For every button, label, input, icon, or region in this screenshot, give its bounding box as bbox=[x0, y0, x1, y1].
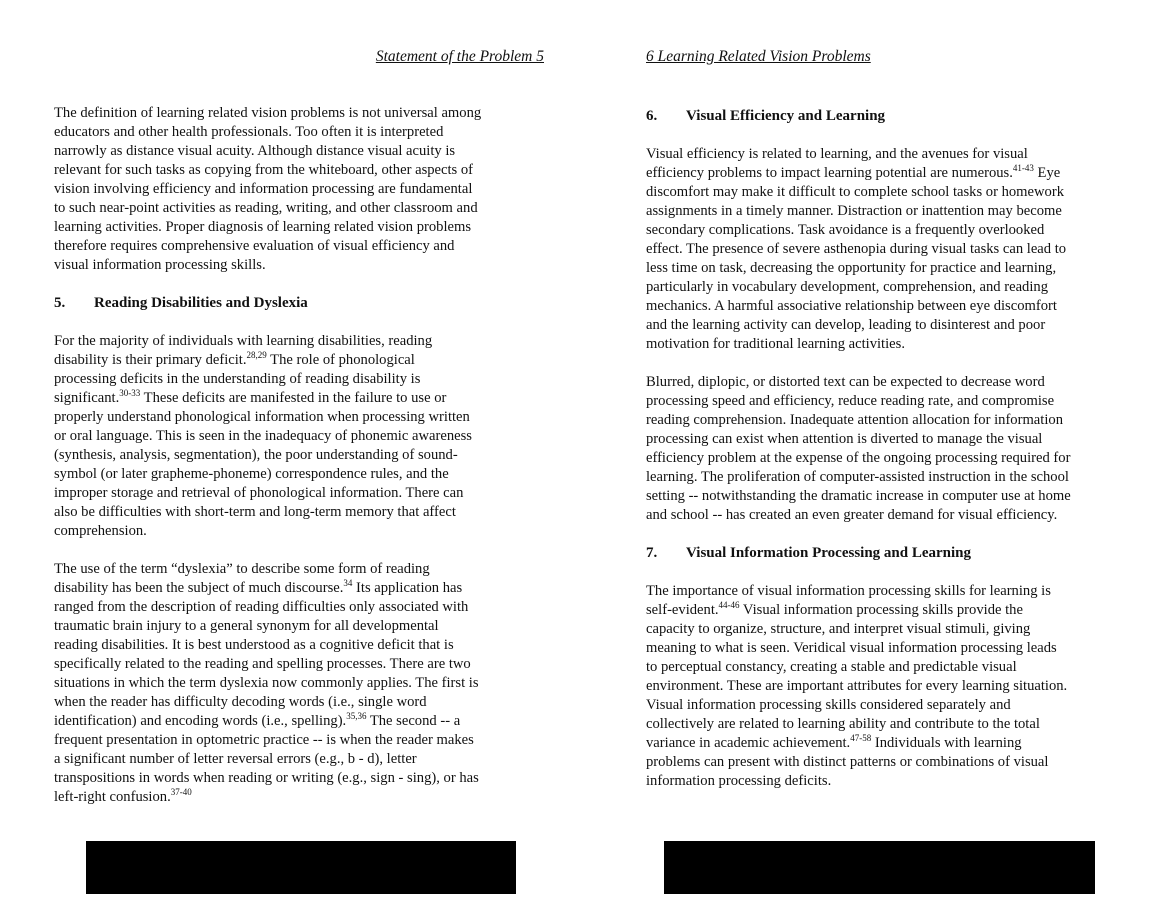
line-text: collectively are related to learning ability and contribute to the total bbox=[646, 716, 1040, 732]
line-text: to perceptual constancy, creating a stable and predictable visual bbox=[646, 659, 1017, 675]
line-text: discomfort may make it difficult to complete school tasks or homework bbox=[646, 184, 1064, 200]
line-text: to such near-point activities as reading, writing, and other classroom and bbox=[54, 200, 478, 216]
text-line bbox=[646, 202, 1136, 221]
line-text: processing speed and efficiency, reduce reading rate, and compromise bbox=[646, 393, 1055, 409]
text-line bbox=[646, 316, 1136, 335]
line-text: relevant for such tasks as copying from the whiteboard, other aspects of bbox=[54, 162, 474, 178]
text-line bbox=[54, 351, 544, 370]
text-line bbox=[54, 484, 544, 503]
line-text: environment. These are important attributes for every learning situation. bbox=[646, 678, 1068, 694]
section-7-title: Visual Information Processing and Learning bbox=[686, 545, 972, 561]
line-text: transpositions in words when reading or writing (e.g., sign - sing), or has bbox=[54, 770, 479, 786]
line-text: properly understand phonological information when processing written bbox=[54, 409, 470, 425]
line-text: For the majority of individuals with learning disabilities, reading bbox=[54, 333, 433, 349]
line-text: when the reader has difficulty decoding words (i.e., single word bbox=[54, 694, 427, 710]
text-line bbox=[54, 503, 544, 522]
line-text: situations in which the term dyslexia now commonly applies. The first is bbox=[54, 675, 479, 691]
text-line bbox=[54, 389, 544, 408]
text-line bbox=[54, 465, 544, 484]
text-line bbox=[54, 617, 544, 636]
line-text: reading disabilities. It is best understood as a cognitive deficit that is bbox=[54, 637, 454, 653]
text-line bbox=[646, 335, 1136, 354]
line-text: The role of phonological bbox=[266, 352, 415, 368]
citation-superscript: 47-58 bbox=[850, 733, 872, 743]
text-line bbox=[54, 731, 544, 750]
citation-superscript: 28,29 bbox=[246, 350, 267, 360]
line-text: self-evident. bbox=[646, 602, 719, 618]
section-5-number: 5. bbox=[54, 295, 66, 311]
line-text: Visual information processing skills considered separately and bbox=[646, 697, 1011, 713]
text-line bbox=[646, 715, 1136, 734]
text-line bbox=[646, 430, 1136, 449]
section-6-title: Visual Efficiency and Learning bbox=[686, 108, 886, 124]
line-text: These deficits are manifested in the failure to use or bbox=[140, 390, 447, 406]
text-line bbox=[646, 183, 1136, 202]
section-7-heading bbox=[646, 544, 1136, 563]
line-text: processing can exist when attention is diverted to manage the visual bbox=[646, 431, 1043, 447]
line-text: frequent presentation in optometric practice -- is when the reader makes bbox=[54, 732, 474, 748]
line-text: Individuals with learning bbox=[871, 735, 1022, 751]
text-line bbox=[646, 620, 1136, 639]
line-text: Visual information processing skills provide the bbox=[739, 602, 1023, 618]
text-line bbox=[646, 506, 1136, 525]
line-text: particularly in vocabulary development, comprehension, and reading bbox=[646, 279, 1048, 295]
right-redaction-bar bbox=[664, 841, 1095, 894]
citation-superscript: 37-40 bbox=[170, 787, 192, 797]
text-line bbox=[54, 123, 544, 142]
section-6-number: 6. bbox=[646, 108, 658, 124]
line-text: improper storage and retrieval of phonological information. There can bbox=[54, 485, 464, 501]
section-7-number: 7. bbox=[646, 545, 658, 561]
text-line bbox=[54, 788, 544, 807]
line-text: traumatic brain injury to a general synonym for all developmental bbox=[54, 618, 439, 634]
line-text: capacity to organize, structure, and interpret visual stimuli, giving bbox=[646, 621, 1031, 637]
line-text: effect. The presence of severe asthenopia during visual tasks can lead to bbox=[646, 241, 1067, 257]
line-text: (synthesis, analysis, segmentation), the poor understanding of sound- bbox=[54, 447, 458, 463]
text-line bbox=[54, 655, 544, 674]
line-text: learning activities. Proper diagnosis of learning related vision problems bbox=[54, 219, 472, 235]
line-text: Blurred, diplopic, or distorted text can be expected to decrease word bbox=[646, 374, 1045, 390]
line-text: assignments in a timely manner. Distraction or inattention may become bbox=[646, 203, 1062, 219]
line-text: specifically related to the reading and spelling processes. There are two bbox=[54, 656, 471, 672]
line-text: The second -- a bbox=[366, 713, 461, 729]
section-5-heading bbox=[54, 294, 544, 313]
text-line bbox=[54, 218, 544, 237]
line-text: less time on task, decreasing the opportunity for practice and learning, bbox=[646, 260, 1057, 276]
line-text: significant. bbox=[54, 390, 120, 406]
line-text: a significant number of letter reversal errors (e.g., b - d), letter bbox=[54, 751, 417, 767]
citation-superscript: 44-46 bbox=[718, 600, 740, 610]
text-line bbox=[646, 696, 1136, 715]
line-text: symbol (or later grapheme-phoneme) correspondence rules, and the bbox=[54, 466, 449, 482]
text-line bbox=[54, 712, 544, 731]
line-text: information processing deficits. bbox=[646, 773, 832, 789]
text-line bbox=[646, 411, 1136, 430]
section-6-heading bbox=[646, 107, 1136, 126]
text-line bbox=[646, 145, 1136, 164]
text-line bbox=[54, 579, 544, 598]
right-body bbox=[646, 107, 1136, 791]
text-line bbox=[54, 636, 544, 655]
text-line bbox=[54, 769, 544, 788]
line-text: Eye bbox=[1033, 165, 1061, 181]
text-line bbox=[54, 237, 544, 256]
citation-superscript: 41-43 bbox=[1012, 163, 1034, 173]
line-text: reading comprehension. Inadequate attention allocation for information bbox=[646, 412, 1063, 428]
text-line bbox=[54, 104, 544, 123]
intro-paragraph bbox=[54, 104, 544, 275]
text-line bbox=[646, 278, 1136, 297]
text-line bbox=[646, 658, 1136, 677]
line-text: educators and other health professionals. Too often it is interpreted bbox=[54, 124, 444, 140]
line-text: The importance of visual information processing skills for learning is bbox=[646, 583, 1051, 599]
text-line bbox=[54, 332, 544, 351]
line-text: The definition of learning related vision problems is not universal among bbox=[54, 105, 482, 121]
line-text: Visual efficiency is related to learning, and the avenues for visual bbox=[646, 146, 1028, 162]
line-text: disability has been the subject of much discourse. bbox=[54, 580, 344, 596]
text-line bbox=[646, 240, 1136, 259]
line-text: processing deficits in the understanding of reading disability is bbox=[54, 371, 421, 387]
text-line bbox=[646, 164, 1136, 183]
text-line bbox=[646, 601, 1136, 620]
section-5-paragraph-1 bbox=[54, 332, 544, 541]
text-line bbox=[54, 560, 544, 579]
text-line bbox=[54, 256, 544, 275]
text-line bbox=[646, 639, 1136, 658]
text-line bbox=[54, 693, 544, 712]
line-text: also be difficulties with short-term and long-term memory that affect bbox=[54, 504, 456, 520]
text-line bbox=[646, 259, 1136, 278]
line-text: ranged from the description of reading difficulties only associated with bbox=[54, 599, 469, 615]
text-line bbox=[54, 199, 544, 218]
text-line bbox=[646, 487, 1136, 506]
text-line bbox=[54, 408, 544, 427]
text-line bbox=[646, 373, 1136, 392]
text-line bbox=[54, 674, 544, 693]
text-line bbox=[646, 677, 1136, 696]
line-text: therefore requires comprehensive evaluation of visual efficiency and bbox=[54, 238, 455, 254]
citation-superscript: 35,36 bbox=[346, 711, 367, 721]
text-line bbox=[646, 582, 1136, 601]
line-text: and the learning activity can develop, leading to disinterest and poor bbox=[646, 317, 1046, 333]
line-text: efficiency problems to impact learning potential are numerous. bbox=[646, 165, 1013, 181]
text-line bbox=[646, 297, 1136, 316]
text-line bbox=[646, 449, 1136, 468]
citation-superscript: 30-33 bbox=[119, 388, 141, 398]
line-text: disability is their primary deficit. bbox=[54, 352, 247, 368]
line-text: setting -- notwithstanding the dramatic increase in computer use at home bbox=[646, 488, 1071, 504]
text-line bbox=[646, 772, 1136, 791]
line-text: identification) and encoding words (i.e., spelling). bbox=[54, 713, 347, 729]
section-6-paragraph-2 bbox=[646, 373, 1136, 525]
line-text: left-right confusion. bbox=[54, 789, 171, 805]
text-line bbox=[54, 427, 544, 446]
line-text: meaning to what is seen. Veridical visual information processing leads bbox=[646, 640, 1057, 656]
left-body bbox=[54, 104, 544, 807]
line-text: problems can present with distinct patterns or combinations of visual bbox=[646, 754, 1049, 770]
line-text: or oral language. This is seen in the inadequacy of phonemic awareness bbox=[54, 428, 472, 444]
text-line bbox=[54, 750, 544, 769]
line-text: secondary complications. Task avoidance is a frequently overlooked bbox=[646, 222, 1045, 238]
section-7-paragraph-1 bbox=[646, 582, 1136, 791]
line-text: learning. The proliferation of computer-assisted instruction in the school bbox=[646, 469, 1069, 485]
text-line bbox=[646, 468, 1136, 487]
line-text: variance in academic achievement. bbox=[646, 735, 851, 751]
text-line bbox=[646, 392, 1136, 411]
line-text: efficiency problem at the expense of the ongoing processing required for bbox=[646, 450, 1071, 466]
line-text: The use of the term “dyslexia” to describe some form of reading bbox=[54, 561, 430, 577]
text-line bbox=[54, 598, 544, 617]
citation-superscript: 34 bbox=[343, 578, 353, 588]
text-line bbox=[54, 522, 544, 541]
line-text: mechanics. A harmful associative relationship between eye discomfort bbox=[646, 298, 1057, 314]
line-text: comprehension. bbox=[54, 523, 147, 539]
text-line bbox=[54, 446, 544, 465]
text-line bbox=[54, 180, 544, 199]
text-line bbox=[646, 221, 1136, 240]
section-5-paragraph-2 bbox=[54, 560, 544, 807]
line-text: vision involving efficiency and information processing are fundamental bbox=[54, 181, 473, 197]
left-redaction-bar bbox=[86, 841, 516, 894]
section-5-title: Reading Disabilities and Dyslexia bbox=[94, 295, 308, 311]
right-running-header: 6 Learning Related Vision Problems bbox=[646, 48, 871, 65]
text-line bbox=[646, 734, 1136, 753]
text-line bbox=[54, 142, 544, 161]
text-line bbox=[646, 753, 1136, 772]
section-6-paragraph-1 bbox=[646, 145, 1136, 354]
text-line bbox=[54, 161, 544, 180]
line-text: and school -- has created an even greater demand for visual efficiency. bbox=[646, 507, 1058, 523]
line-text: motivation for traditional learning activities. bbox=[646, 336, 905, 352]
line-text: Its application has bbox=[352, 580, 463, 596]
line-text: visual information processing skills. bbox=[54, 257, 266, 273]
left-running-header: Statement of the Problem 5 bbox=[375, 48, 544, 65]
line-text: narrowly as distance visual acuity. Although distance visual acuity is bbox=[54, 143, 456, 159]
text-line bbox=[54, 370, 544, 389]
